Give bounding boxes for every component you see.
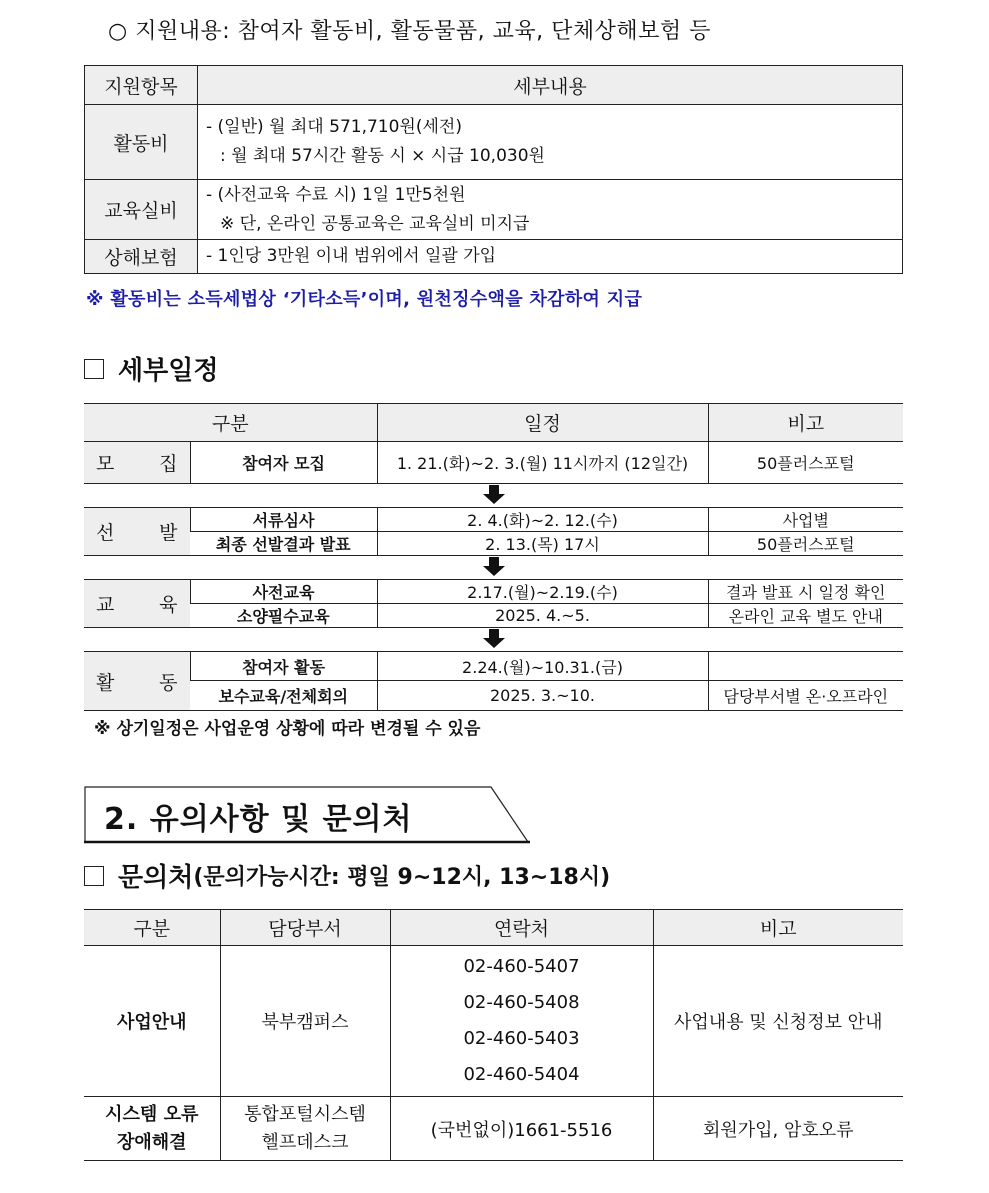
schedule-remark — [708, 652, 903, 681]
dept-line: 통합포털시스템 — [244, 1103, 366, 1125]
section-2-title: 2. 유의사항 및 문의처 — [104, 802, 413, 837]
activity-fee-tax-note: ※ 활동비는 소득세법상 ‘기타소득’이며, 원천징수액을 차감하여 지급 — [86, 289, 643, 310]
detail-line: - (사전교육 수료 시) 1일 1만5천원 — [206, 184, 466, 205]
schedule-date: 2.17.(월)~2.19.(수) — [377, 580, 708, 604]
table-row — [85, 105, 903, 180]
schedule-change-footnote: ※ 상기일정은 사업운영 상황에 따라 변경될 수 있음 — [94, 719, 481, 739]
support-items-table — [84, 65, 903, 274]
detail-line: - (일반) 월 최대 571,710원(세전) — [206, 117, 462, 137]
contact-hours-text: (문의가능시간: 평일 9~12시, 13~18시) — [193, 865, 611, 890]
schedule-item: 서류심사 — [190, 508, 377, 532]
category-activity — [84, 652, 190, 711]
table-row — [84, 652, 903, 681]
phone-number[interactable]: 02-460-5407 — [463, 956, 580, 977]
table-row — [84, 532, 903, 556]
category-char: 육 — [159, 594, 178, 616]
contact-department: 북부캠퍼스 — [220, 946, 390, 1097]
flow-arrow-cell — [84, 556, 903, 580]
schedule-date: 2. 4.(화)~2. 12.(수) — [377, 508, 708, 532]
col-header-schedule: 일정 — [377, 404, 708, 442]
row-label: 활동비 — [85, 105, 198, 180]
table-row — [84, 946, 903, 1097]
table-row — [84, 580, 903, 604]
schedule-remark: 결과 발표 시 일정 확인 — [708, 580, 903, 604]
checkbox-square-icon — [84, 359, 104, 379]
col-header-contact: 연락처 — [390, 910, 653, 946]
row-details — [198, 180, 903, 240]
arrow-down-icon — [483, 557, 505, 575]
col-header-details: 세부내용 — [198, 66, 903, 105]
schedule-remark: 온라인 교육 별도 안내 — [708, 604, 903, 628]
phone-number[interactable]: 02-460-5408 — [463, 992, 580, 1013]
flow-arrow-cell — [84, 628, 903, 652]
checkbox-square-icon — [84, 866, 104, 886]
contact-department — [220, 1097, 390, 1161]
schedule-item: 보수교육/전체회의 — [190, 681, 377, 711]
schedule-section-title — [84, 350, 218, 387]
phone-number[interactable]: 02-460-5404 — [463, 1064, 580, 1085]
schedule-date: 2025. 3.~10. — [377, 681, 708, 711]
schedule-item: 참여자 활동 — [190, 652, 377, 681]
contact-title-text: 문의처 — [118, 863, 194, 893]
schedule-date: 2025. 4.~5. — [377, 604, 708, 628]
col-header-remarks: 비고 — [708, 404, 903, 442]
detail-line: - 1인당 3만원 이내 범위에서 일괄 가입 — [206, 246, 497, 266]
phone-number[interactable]: (국번없이)1661-5516 — [390, 1097, 653, 1161]
schedule-date: 2. 13.(목) 17시 — [377, 532, 708, 556]
category-line: 장애해결 — [116, 1131, 187, 1153]
category-char: 모 — [96, 453, 115, 475]
schedule-remark: 50플러스포털 — [708, 442, 903, 484]
table-row — [84, 681, 903, 711]
arrow-down-icon — [483, 485, 505, 503]
row-label: 상해보험 — [85, 240, 198, 274]
table-row — [84, 604, 903, 628]
table-row — [84, 508, 903, 532]
contact-phones — [390, 946, 653, 1097]
category-char: 발 — [159, 522, 178, 544]
category-line: 시스템 오류 — [105, 1103, 199, 1125]
col-header-category: 구분 — [84, 404, 377, 442]
arrow-down-icon — [483, 629, 505, 647]
schedule-table — [84, 403, 903, 711]
table-row — [84, 442, 903, 484]
detail-line: ※ 단, 온라인 공통교육은 교육실비 미지급 — [220, 213, 530, 234]
contact-remark: 회원가입, 암호오류 — [653, 1097, 903, 1161]
schedule-item: 최종 선발결과 발표 — [190, 532, 377, 556]
contact-section-title — [84, 857, 610, 894]
schedule-remark: 50플러스포털 — [708, 532, 903, 556]
section-2-title-box — [84, 786, 530, 842]
schedule-remark: 담당부서별 온·오프라인 — [708, 681, 903, 711]
category-recruit — [84, 442, 190, 484]
contact-category — [84, 1097, 220, 1161]
schedule-item: 소양필수교육 — [190, 604, 377, 628]
phone-number[interactable]: 02-460-5403 — [463, 1028, 580, 1049]
schedule-item: 사전교육 — [190, 580, 377, 604]
schedule-date: 1. 21.(화)~2. 3.(월) 11시까지 (12일간) — [377, 442, 708, 484]
schedule-item: 참여자 모집 — [190, 442, 377, 484]
schedule-title-text: 세부일정 — [118, 356, 219, 386]
row-label: 교육실비 — [85, 180, 198, 240]
category-char: 교 — [96, 594, 115, 616]
category-education — [84, 580, 190, 628]
col-header-category: 구분 — [84, 910, 220, 946]
table-row — [85, 180, 903, 240]
category-char: 선 — [96, 522, 115, 544]
col-header-remarks: 비고 — [653, 910, 903, 946]
dept-line: 헬프데스크 — [261, 1131, 349, 1153]
contact-table — [84, 909, 903, 1161]
table-row — [85, 240, 903, 274]
category-selection — [84, 508, 190, 556]
row-details — [198, 105, 903, 180]
row-details — [198, 240, 903, 274]
category-char: 활 — [96, 671, 115, 694]
schedule-date: 2.24.(월)~10.31.(금) — [377, 652, 708, 681]
detail-line: : 월 최대 57시간 활동 시 × 시급 10,030원 — [220, 146, 545, 166]
contact-category: 사업안내 — [84, 946, 220, 1097]
schedule-remark: 사업별 — [708, 508, 903, 532]
flow-arrow-cell — [84, 484, 903, 508]
col-header-support-item: 지원항목 — [85, 66, 198, 105]
col-header-department: 담당부서 — [220, 910, 390, 946]
table-row — [84, 1097, 903, 1161]
category-char: 집 — [159, 453, 178, 475]
contact-remark: 사업내용 및 신청정보 안내 — [653, 946, 903, 1097]
category-char: 동 — [159, 671, 178, 694]
support-content-heading: ○ 지원내용: 참여자 활동비, 활동물품, 교육, 단체상해보험 등 — [108, 19, 711, 44]
